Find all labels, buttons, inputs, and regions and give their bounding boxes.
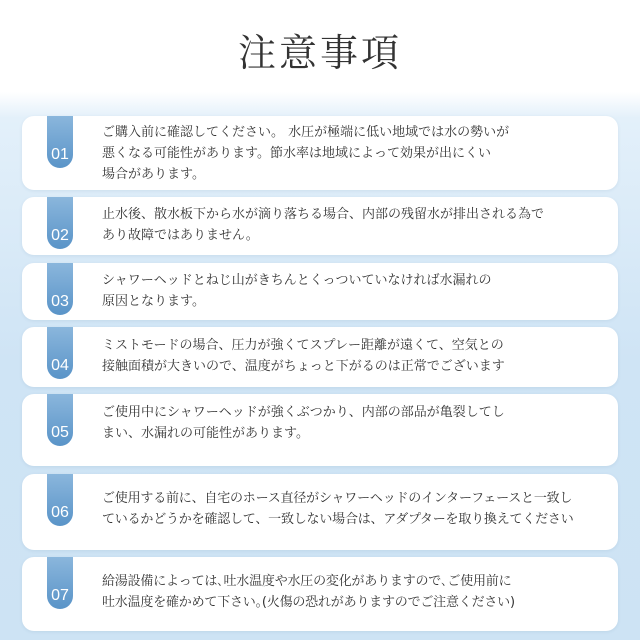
note-number-badge: 07 xyxy=(47,557,73,609)
note-card-07 xyxy=(22,557,618,631)
note-card-01 xyxy=(22,116,618,190)
note-line: 場合があります。 xyxy=(102,167,205,182)
note-line: ご使用する前に、自宅のホース直径がシャワーヘッドのインターフェースと一致し xyxy=(102,491,573,506)
note-line: 原因となります。 xyxy=(102,294,205,309)
note-text xyxy=(102,204,606,246)
note-line: 止水後、散水板下から水が滴り落ちる場合、内部の残留水が排出される為で xyxy=(102,207,545,222)
note-card-05 xyxy=(22,394,618,466)
note-text xyxy=(102,122,606,185)
note-text xyxy=(102,402,606,444)
note-line: 悪くなる可能性があります。節水率は地域によって効果が出にくい xyxy=(102,146,491,161)
note-card-06 xyxy=(22,474,618,550)
note-card-03 xyxy=(22,263,618,320)
note-line: ミストモードの場合、圧力が強くてスプレー距離が遠くて、空気との xyxy=(102,338,504,353)
note-line: ご購入前に確認してください。 水圧が極端に低い地域では水の勢いが xyxy=(102,125,510,140)
note-card-02 xyxy=(22,197,618,255)
note-text xyxy=(102,571,606,613)
note-number-badge: 02 xyxy=(47,197,73,249)
note-line: 吐水温度を確かめて下さい｡(火傷の恐れがありますのでご注意ください) xyxy=(102,595,515,610)
note-number-badge: 01 xyxy=(47,116,73,168)
note-line: 給湯設備によっては､吐水温度や水圧の変化がありますので､ご使用前に xyxy=(102,574,512,589)
note-number-badge: 04 xyxy=(47,327,73,379)
page-title: 注意事項 xyxy=(237,31,402,75)
note-text xyxy=(102,488,606,530)
note-line: 接触面積が大きいので、温度がちょっと下がるのは正常でございます xyxy=(102,359,505,374)
note-number-badge: 03 xyxy=(47,263,73,315)
note-number-badge: 05 xyxy=(47,394,73,446)
note-line: ているかどうかを確認して、一致しない場合は、アダプターを取り換えてください xyxy=(102,512,574,527)
note-text xyxy=(102,335,606,377)
note-number-badge: 06 xyxy=(47,474,73,526)
note-line: ご使用中にシャワーヘッドが強くぶつかり、内部の部品が亀裂してし xyxy=(102,405,505,420)
note-line: まい、水漏れの可能性があります。 xyxy=(102,426,309,441)
note-text xyxy=(102,270,606,312)
note-card-04 xyxy=(22,327,618,387)
note-line: あり故障ではありません。 xyxy=(102,228,259,243)
note-line: シャワーヘッドとねじ山がきちんとくっついていなければ水漏れの xyxy=(102,273,492,288)
